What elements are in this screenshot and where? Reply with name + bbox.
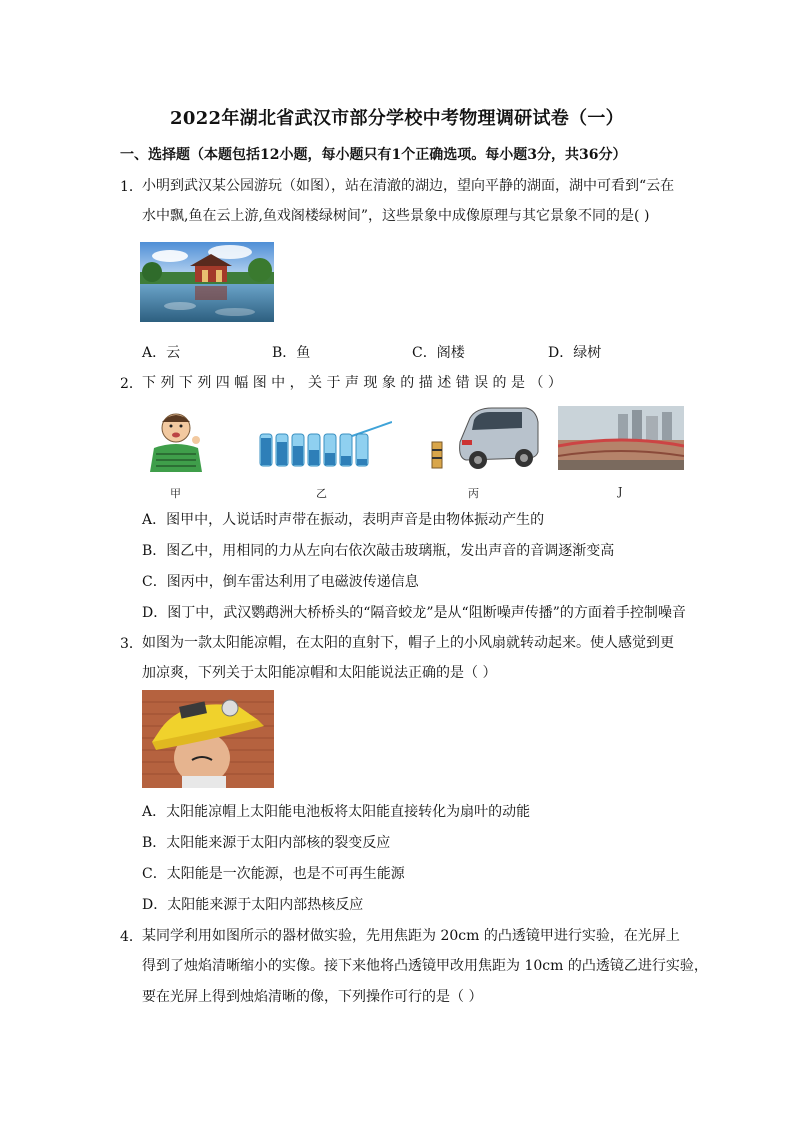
lake-park-image xyxy=(140,242,274,322)
question-4-line-3: 要在光屏上得到烛焰清晰的像，下列操作可行的是（ ） xyxy=(142,989,483,1005)
question-2-option-b: B．图乙中，用相同的力从左向右依次敲击玻璃瓶，发出声音的音调逐渐变高 xyxy=(142,543,615,559)
question-3-option-b: B．太阳能来源于太阳内部核的裂变反应 xyxy=(142,835,391,851)
figure-caption-yi: 乙 xyxy=(316,487,327,500)
question-1-line-2: 水中飘,鱼在云上游,鱼戏阁楼绿树间”，这些景象中成像原理与其它景象不同的是( ) xyxy=(142,208,650,224)
question-1-option-c: C．阁楼 xyxy=(412,345,465,361)
question-1-option-b: B．鱼 xyxy=(272,345,311,361)
question-2-option-c: C．图丙中，倒车雷达利用了电磁波传递信息 xyxy=(142,574,419,590)
question-2-line-1: 下 列 下 列 四 幅 图 中 ， 关 于 声 现 象 的 描 述 错 误 的 是 （ ） xyxy=(142,375,562,391)
bridge-noise-barrier-image xyxy=(558,406,684,470)
question-2-option-a: A．图甲中，人说话时声带在振动，表明声音是由物体振动产生的 xyxy=(142,512,545,528)
boy-speaking-image xyxy=(142,408,212,472)
solar-hat-image xyxy=(142,690,274,788)
figure-caption-bing: 丙 xyxy=(468,487,479,500)
question-4-line-1: 某同学利用如图所示的器材做实验，先用焦距为 20cm 的凸透镜甲进行实验，在光屏上 xyxy=(142,928,680,944)
section-heading: 一、选择题（本题包括12小题，每小题只有1个正确选项。每小题3分，共36分） xyxy=(120,147,627,163)
question-3-option-c: C．太阳能是一次能源，也是不可再生能源 xyxy=(142,866,405,882)
figure-caption-ding: J xyxy=(618,485,623,498)
question-3-line-1: 如图为一款太阳能凉帽，在太阳的直射下，帽子上的小风扇就转动起来。使人感觉到更 xyxy=(142,635,674,651)
question-3-option-d: D．太阳能来源于太阳内部热核反应 xyxy=(142,897,364,913)
glass-bottles-image xyxy=(256,418,392,468)
question-1-number: 1． xyxy=(120,179,143,195)
question-4-number: 4． xyxy=(120,929,143,945)
question-3-line-2: 加凉爽，下列关于太阳能凉帽和太阳能说法正确的是（ ） xyxy=(142,665,497,681)
question-1-option-a: A．云 xyxy=(142,345,181,361)
question-1-line-1: 小明到武汉某公园游玩（如图），站在清澈的湖边，望向平静的湖面，湖中可看到“云在 xyxy=(142,178,675,194)
reversing-car-image xyxy=(430,402,540,472)
question-3-option-a: A．太阳能凉帽上太阳能电池板将太阳能直接转化为扇叶的动能 xyxy=(142,804,531,820)
question-3-number: 3． xyxy=(120,636,143,652)
question-2-number: 2． xyxy=(120,376,143,392)
question-1-option-d: D．绿树 xyxy=(548,345,602,361)
question-2-option-d: D．图丁中，武汉鹦鹉洲大桥桥头的“隔音蛟龙”是从“阻断噪声传播”的方面着手控制噪音 xyxy=(142,605,686,621)
question-4-line-2: 得到了烛焰清晰缩小的实像。接下来他将凸透镜甲改用焦距为 10cm 的凸透镜乙进行实验， xyxy=(142,958,708,974)
figure-caption-jia: 甲 xyxy=(170,487,181,500)
page-title: 2022年湖北省武汉市部分学校中考物理调研试卷（一） xyxy=(170,108,624,129)
